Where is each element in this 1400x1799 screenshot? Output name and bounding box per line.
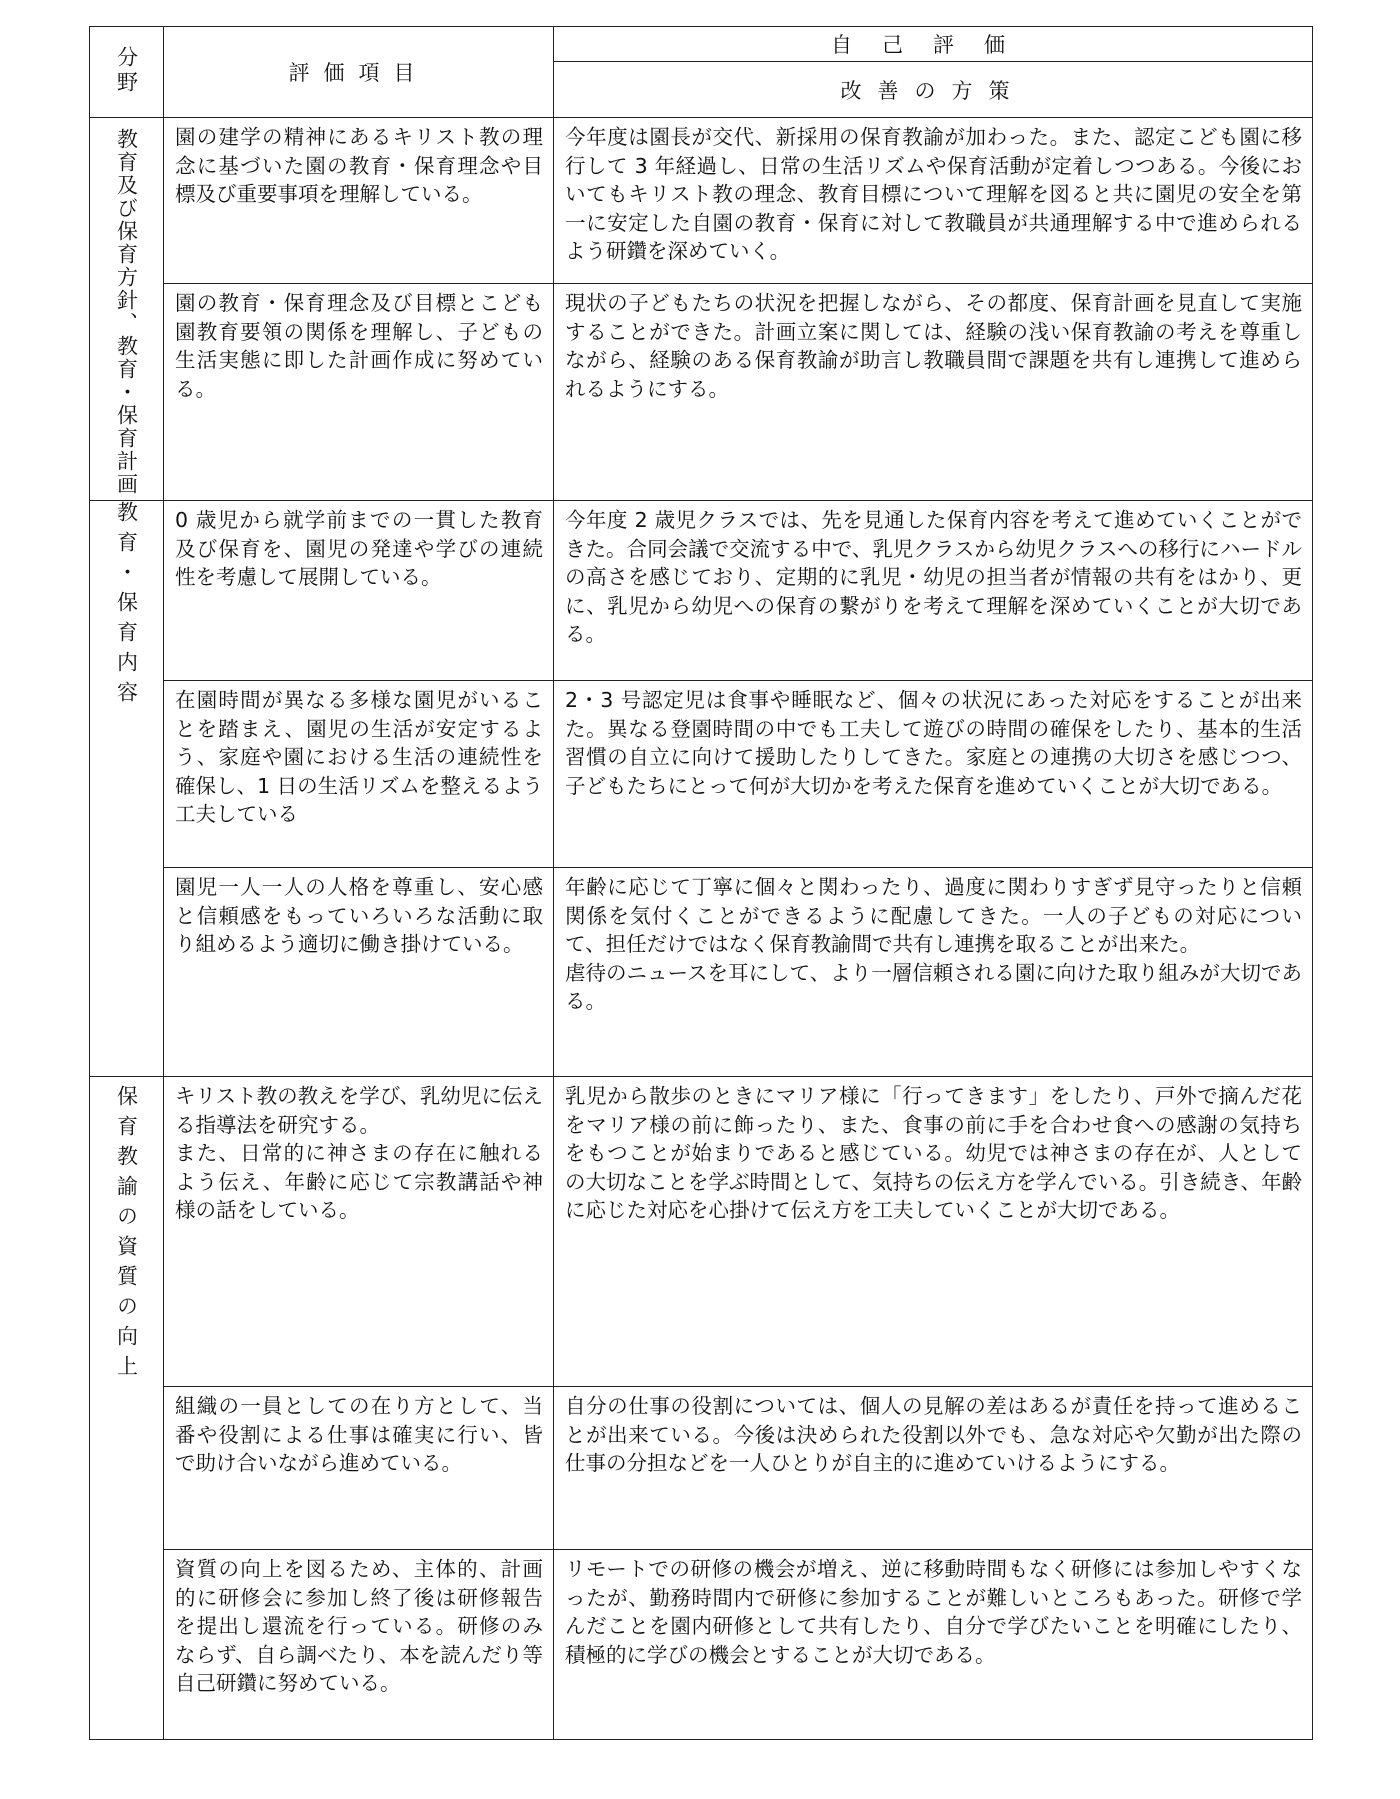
table-row (90, 1387, 1313, 1550)
category-cell (90, 1077, 164, 1740)
item-cell: キリスト教の教えを学び、乳幼児に伝える指導法を研究する。 また、日常的に神さまの存在に触れるよう伝え、年齢に応じて宗教講話や神様の話をしている。 (164, 1077, 554, 1387)
evaluation-cell: 今年度は園長が交代、新採用の保育教諭が加わった。また、認定こども園に移行して 3 年経過し、日常の生活リズムや保育活動が定着しつつある。今後においてもキリスト教の理念、教育目標について理解を図ると共に園児の安全を第一に安定した自園の教育・保育に対して教職員が共通理解する中で進められるよう研鑽を深めていく。 (554, 118, 1313, 284)
evaluation-cell: 乳児から散歩のときにマリア様に「行ってきます」をしたり、戸外で摘んだ花をマリア様の前に飾ったり、また、食事の前に手を合わせ食への感謝の気持ちをもつことが始まりであると感じている。幼児では神さまの存在が、人としての大切なことを学ぶ時間として、気持ちの伝え方を学んでいる。引き続き、年齢に応じた対応を心掛けて伝え方を工夫していくことが大切である。 (554, 1077, 1313, 1387)
table-row (90, 501, 1313, 681)
table-row (90, 868, 1313, 1077)
item-cell: 組織の一員としての在り方として、当番や役割による仕事は確実に行い、皆で助け合いながら進めている。 (164, 1387, 554, 1550)
category-label: 教育・保育内容 (114, 501, 139, 711)
header-self-evaluation-label: 自己評価 (831, 33, 1035, 58)
evaluation-cell: 自分の仕事の役割については、個人の見解の差はあるが責任を持って進めることが出来ている。今後は決められた役割以外でも、急な対応や欠勤が出た際の仕事の分担などを一人ひとりが自主的に進めていけるようにする。 (554, 1387, 1313, 1550)
category-cell (90, 501, 164, 1077)
header-category (90, 27, 164, 118)
table-row (90, 284, 1313, 501)
evaluation-cell: 2・3 号認定児は食事や睡眠など、個々の状況にあった対応をすることが出来た。異なる登園時間の中でも工夫して遊びの時間の確保をしたり、基本的生活習慣の自立に向けて援助したりしてきた。家庭との連携の大切さを感じつつ、子どもたちにとって何が大切かを考えた保育を進めていくことが大切である。 (554, 681, 1313, 868)
evaluation-cell: 今年度 2 歳児クラスでは、先を見通した保育内容を考えて進めていくことができた。合同会議で交流する中で、乳児クラスから幼児クラスへの移行にハードルの高さを感じており、定期的に乳児・幼児の担当者が情報の共有をはかり、更に、乳児から幼児への保育の繋がりを考えて理解を深めていくことが大切である。 (554, 501, 1313, 681)
table-row (90, 118, 1313, 284)
header-self-evaluation (554, 27, 1313, 62)
item-cell: 在園時間が異なる多様な園児がいることを踏まえ、園児の生活が安定するよう、家庭や園における生活の連続性を確保し、1 日の生活リズムを整えるよう工夫している (164, 681, 554, 868)
header-improvement-label: 改善の方策 (840, 78, 1026, 103)
category-label: 教育及び保育方針、教育・保育計画 (114, 128, 139, 496)
header-item-label: 評価項目 (288, 61, 429, 85)
category-cell (90, 118, 164, 501)
evaluation-cell: リモートでの研修の機会が増え、逆に移動時間もなく研修には参加しやすくなったが、勤務時間内で研修に参加することが難しいところもあった。研修で学んだことを園内研修として共有したり、自分で学びたいことを明確にしたり、積極的に学びの機会とすることが大切である。 (554, 1550, 1313, 1740)
item-cell: 園児一人一人の人格を尊重し、安心感と信頼感をもっていろいろな活動に取り組めるよう適切に働き掛けている。 (164, 868, 554, 1077)
evaluation-table (89, 26, 1313, 1740)
item-cell: 0 歳児から就学前までの一貫した教育及び保育を、園児の発達や学びの連続性を考慮して展開している。 (164, 501, 554, 681)
evaluation-cell: 年齢に応じて丁寧に個々と関わったり、過度に関わりすぎず見守ったりと信頼関係を気付くことができるように配慮してきた。一人の子どもの対応について、担任だけではなく保育教諭間で共有し連携を取ることが出来た。 虐待のニュースを耳にして、より一層信頼される園に向けた取り組みが大切である。 (554, 868, 1313, 1077)
item-cell: 園の建学の精神にあるキリスト教の理念に基づいた園の教育・保育理念や目標及び重要事項を理解している。 (164, 118, 554, 284)
table-row (90, 681, 1313, 868)
header-improvement (554, 62, 1313, 118)
category-label: 保育教諭の資質の向上 (114, 1085, 139, 1385)
table-row (90, 1077, 1313, 1387)
header-category-label: 分野 (114, 46, 139, 96)
item-cell: 資質の向上を図るため、主体的、計画的に研修会に参加し終了後は研修報告を提出し還流を行っている。研修のみならず、自ら調べたり、本を読んだり等自己研鑽に努めている。 (164, 1550, 554, 1740)
header-item (164, 27, 554, 118)
item-cell: 園の教育・保育理念及び目標とこども園教育要領の関係を理解し、子どもの生活実態に即した計画作成に努めている。 (164, 284, 554, 501)
evaluation-cell: 現状の子どもたちの状況を把握しながら、その都度、保育計画を見直して実施することができた。計画立案に関しては、経験の浅い保育教諭の考えを尊重しながら、経験のある保育教諭が助言し教職員間で課題を共有し連携して進められるようにする。 (554, 284, 1313, 501)
table-row (90, 1550, 1313, 1740)
